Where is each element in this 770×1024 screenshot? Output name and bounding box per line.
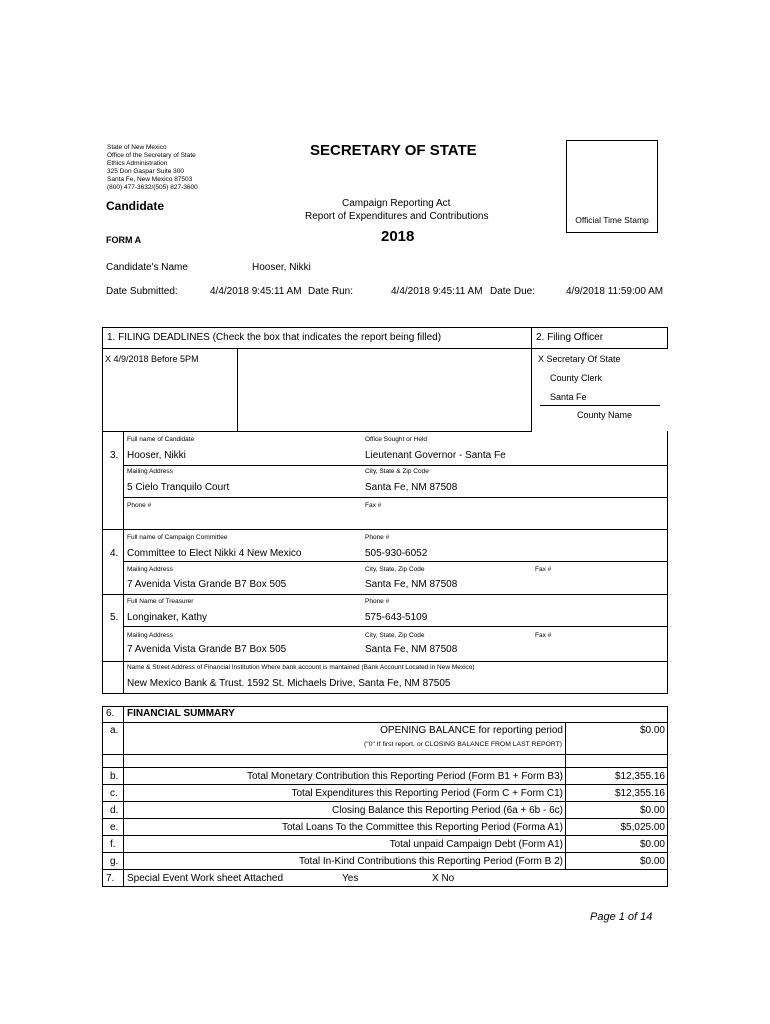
summary-row-label: Total unpaid Campaign Debt (Form A1)	[389, 839, 563, 850]
date-submitted-value: 4/4/2018 9:45:11 AM	[210, 286, 302, 297]
report-year: 2018	[381, 228, 415, 245]
special-event-label: Special Event Work sheet Attached	[127, 873, 284, 884]
report-type: Candidate	[106, 199, 165, 213]
committee-name: Committee to Elect Nikki 4 New Mexico	[127, 548, 302, 559]
section-number-7: 7.	[106, 873, 115, 884]
summary-row-value: $12,355.16	[614, 771, 665, 782]
summary-letter: b.	[110, 771, 119, 782]
committee-mail-label: Mailing Address	[127, 566, 173, 573]
section-number-3: 3.	[110, 450, 119, 461]
candidate-fullname: Hooser, Nikki	[127, 450, 186, 461]
summary-letter: c.	[110, 788, 118, 799]
candidate-city: Santa Fe, NM 87508	[365, 482, 458, 493]
filing-officer-header: 2. Filing Officer	[536, 332, 604, 343]
agency-line: State of New Mexico	[107, 144, 167, 151]
agency-line: (800) 477-3632/(505) 827-3600	[107, 184, 198, 191]
officer-county-clerk[interactable]: County Clerk	[550, 373, 603, 383]
summary-row-label: Total Expenditures this Reporting Period (Form C + Form C1)	[291, 788, 563, 799]
summary-row-value: $0.00	[639, 856, 665, 867]
summary-title: FINANCIAL SUMMARY	[127, 708, 235, 719]
summary-row-label: Total Monetary Contribution this Reporting Period (Form B1 + Form B3)	[247, 771, 563, 782]
form-label: FORM A	[106, 235, 142, 245]
candidate-phone-label: Phone #	[127, 502, 152, 509]
treasurer-city: Santa Fe, NM 87508	[365, 644, 458, 655]
candidate-name-value: Hooser, Nikki	[252, 262, 311, 273]
page-number: Page 1 of 14	[590, 911, 653, 923]
treasurer-phone-label: Phone #	[365, 598, 390, 605]
committee-city-label: City, State, Zip Code	[365, 566, 425, 573]
summary-row-value: $0.00	[639, 839, 665, 850]
date-run-value: 4/4/2018 9:45:11 AM	[391, 286, 483, 297]
candidate-mail-label: Mailing Address	[127, 468, 173, 475]
summary-row-label: Closing Balance this Reporting Period (6a + 6b - 6c)	[332, 805, 563, 816]
time-stamp-label: Official Time Stamp	[575, 215, 649, 225]
date-due-value: 4/9/2018 11:59:00 AM	[566, 286, 664, 297]
page-title: SECRETARY OF STATE	[310, 142, 477, 159]
candidate-fullname-label: Full name of Candidate	[127, 436, 195, 443]
deadline-item[interactable]: X 4/9/2018 Before 5PM	[105, 354, 199, 364]
summary-row-value: $0.00	[639, 805, 665, 816]
treasurer-fax-label: Fax #	[535, 632, 552, 639]
bank-value: New Mexico Bank & Trust. 1592 St. Michaels Drive, Santa Fe, NM 87505	[127, 678, 451, 689]
agency-line: Santa Fe, New Mexico 87503	[107, 176, 193, 183]
summary-letter: g.	[110, 856, 119, 867]
treasurer-name-label: Full Name of Treasurer	[127, 598, 194, 605]
candidate-office: Lieutenant Governor - Santa Fe	[365, 450, 506, 461]
agency-line: 325 Don Gaspar Suite 300	[107, 168, 184, 175]
committee-phone-label: Phone #	[365, 534, 390, 541]
committee-mail: 7 Avenida Vista Grande B7 Box 505	[127, 579, 287, 590]
summary-row-value: $5,025.00	[620, 822, 665, 833]
special-event-no[interactable]: X No	[432, 873, 455, 884]
special-event-yes[interactable]: Yes	[342, 873, 359, 884]
candidate-name-label: Candidate's Name	[106, 262, 188, 273]
committee-fax-label: Fax #	[535, 566, 552, 573]
candidate-city-label: City, State & Zip Code	[365, 468, 429, 475]
date-run-label: Date Run:	[308, 286, 354, 297]
summary-row-value: $12,355.16	[614, 788, 665, 799]
county-name-label: County Name	[577, 410, 633, 420]
agency-line: Ethics Administration	[107, 160, 168, 167]
summary-letter: d.	[110, 805, 119, 816]
opening-balance-value: $0.00	[639, 725, 665, 736]
treasurer-phone: 575-643-5109	[365, 612, 428, 623]
opening-balance-note: ("0" If first report, or CLOSING BALANCE FROM LAST REPORT)	[364, 741, 562, 748]
summary-row-label: Total In-Kind Contributions this Reporting Period (Form B 2)	[298, 856, 563, 867]
candidate-mail: 5 Cielo Tranquilo Court	[127, 482, 230, 493]
treasurer-mail-label: Mailing Address	[127, 632, 173, 639]
summary-letter-a: a.	[110, 725, 119, 736]
act-name: Campaign Reporting Act	[342, 198, 451, 209]
treasurer-mail: 7 Avenida Vista Grande B7 Box 505	[127, 644, 287, 655]
report-name: Report of Expenditures and Contributions	[305, 211, 489, 222]
date-due-label: Date Due:	[490, 286, 536, 297]
time-stamp-box	[566, 140, 658, 233]
opening-balance-label: OPENING BALANCE for reporting period	[380, 725, 563, 736]
section-number-6: 6.	[106, 708, 115, 719]
committee-city: Santa Fe, NM 87508	[365, 579, 458, 590]
summary-letter: f.	[110, 839, 116, 850]
summary-letter: e.	[110, 822, 119, 833]
treasurer-name: Longinaker, Kathy	[127, 612, 208, 623]
filing-deadlines-header: 1. FILING DEADLINES (Check the box that indicates the report being filled)	[107, 332, 442, 343]
county-value: Santa Fe	[550, 392, 587, 402]
officer-secretary-of-state[interactable]: X Secretary Of State	[538, 354, 621, 364]
candidate-fax-label: Fax #	[365, 502, 382, 509]
section-number-5: 5.	[110, 612, 119, 623]
summary-row-label: Total Loans To the Committee this Reporting Period (Forma A1)	[281, 822, 563, 833]
bank-label: Name & Street Address of Financial Institution Where bank account is mantained (Bank Account Located in New Mexico)	[127, 664, 475, 671]
section-number-4: 4.	[110, 548, 119, 559]
treasurer-city-label: City, State, Zip Code	[365, 632, 425, 639]
committee-name-label: Full name of Campaign Committee	[127, 534, 228, 541]
committee-phone: 505-930-6052	[365, 548, 428, 559]
date-submitted-label: Date Submitted:	[106, 286, 178, 297]
candidate-office-label: Office Sought or Held	[365, 436, 428, 443]
agency-line: Office of the Secretary of State	[107, 152, 196, 159]
